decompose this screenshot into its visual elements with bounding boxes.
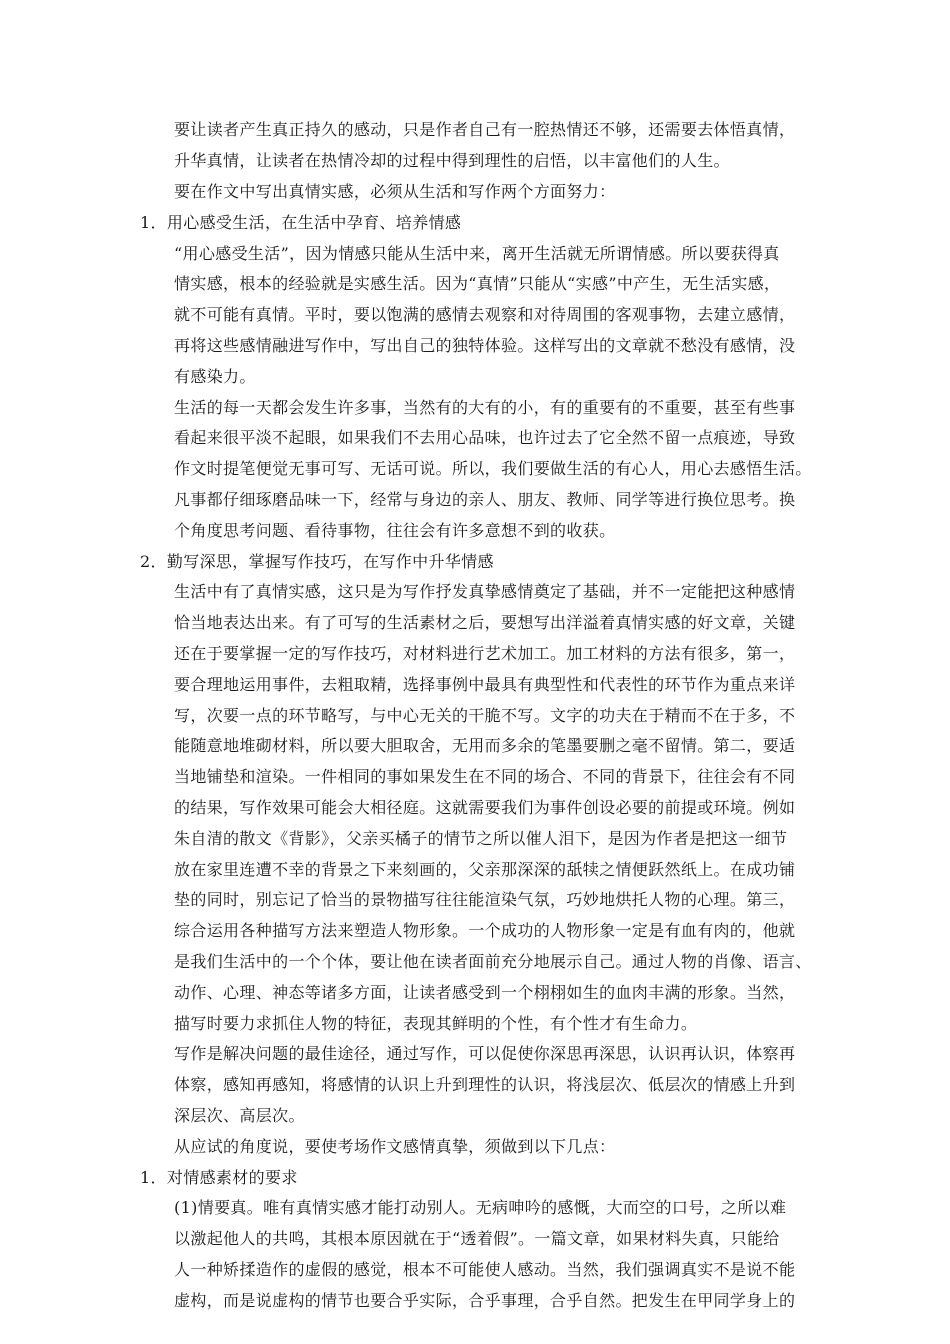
body-text-line: 人一种矫揉造作的虚假的感觉，根本不可能使人感动。当然，我们强调真实不是说不能 [174, 1260, 796, 1279]
body-text-line: 写，次要一点的环节略写，与中心无关的干脆不写。文字的功夫在于精而不在于多，不 [174, 706, 796, 725]
body-text-line: 恰当地表达出来。有了可写的生活素材之后，要想写出洋溢着真情实感的好文章，关键 [174, 613, 796, 632]
body-text-line: 是我们生活中的一个个体，要让他在读者面前充分地展示自己。通过人物的肖像、语言、 [174, 952, 812, 971]
body-text-line: 还在于要掌握一定的写作技巧，对材料进行艺术加工。加工材料的方法有很多，第一， [174, 644, 796, 663]
body-text-line: 要在作文中写出真情实感，必须从生活和写作两个方面努力： [174, 182, 616, 201]
body-text-line: 生活中有了真情实感，这只是为写作抒发真挚感情奠定了基础，并不一定能把这种感情 [174, 582, 796, 601]
body-text-line: “用心感受生活”，因为情感只能从生活中来，离开生活就无所谓情感。所以要获得真 [174, 244, 780, 263]
body-text-line: 描写时要力求抓住人物的特征，表现其鲜明的个性，有个性才有生命力。 [174, 1014, 698, 1033]
body-text-line: 写作是解决问题的最佳途径，通过写作，可以促使你深思再深思，认识再认识，体察再 [174, 1044, 796, 1063]
body-text-line: 要让读者产生真正持久的感动，只是作者自己有一腔热情还不够，还需要去体悟真情， [174, 120, 796, 139]
body-text-line: 再将这些感情融进写作中，写出自己的独特体验。这样写出的文章就不愁没有感情，没 [174, 336, 796, 355]
body-text-line: 垫的同时，别忘记了恰当的景物描写往往能渲染气氛，巧妙地烘托人物的心理。第三， [174, 890, 796, 909]
body-text-line: 升华真情，让读者在热情冷却的过程中得到理性的启悟，以丰富他们的人生。 [174, 151, 730, 170]
body-text-line: 作文时提笔便觉无事可写、无话可说。所以，我们要做生活的有心人，用心去感悟生活。 [174, 459, 812, 478]
body-text-line: 放在家里连遭不幸的背景之下来刻画的，父亲那深深的舐犊之情便跃然纸上。在成功铺 [174, 860, 796, 879]
body-text-line: 有感染力。 [174, 367, 256, 386]
body-text-line: 能随意地堆砌材料，所以要大胆取舍，无用而多余的笔墨要删之毫不留情。第二，要适 [174, 736, 796, 755]
body-text-line: 综合运用各种描写方法来塑造人物形象。一个成功的人物形象一定是有血有肉的，他就 [174, 921, 796, 940]
body-text-line: 体察，感知再感知，将感情的认识上升到理性的认识，将浅层次、低层次的情感上升到 [174, 1075, 796, 1094]
body-text-line: 动作、心理、神态等诸多方面，让读者感受到一个栩栩如生的血肉丰满的形象。当然， [174, 983, 796, 1002]
body-text-line: 个角度思考问题、看待事物，往往会有许多意想不到的收获。 [174, 521, 616, 540]
body-text-line: 生活的每一天都会发生许多事，当然有的大有的小，有的重要有的不重要，甚至有些事 [174, 398, 796, 417]
body-text-line: 从应试的角度说，要使考场作文感情真挚，须做到以下几点： [174, 1137, 616, 1156]
body-text-line: 深层次、高层次。 [174, 1106, 305, 1125]
body-text-line: 的结果，写作效果可能会大相径庭。这就需要我们为事件创设必要的前提或环境。例如 [174, 798, 796, 817]
body-text-line: (1)情要真。唯有真情实感才能打动别人。无病呻吟的感慨，大而空的口号，之所以难 [174, 1198, 787, 1217]
body-text-line: 虚构，而是说虚构的情节也要合乎实际，合乎事理，合乎自然。把发生在甲同学身上的 [174, 1291, 796, 1310]
body-text-line: 就不可能有真情。平时，要以饱满的感情去观察和对待周围的客观事物，去建立感情， [174, 305, 796, 324]
body-text-line: 看起来很平淡不起眼，如果我们不去用心品味，也许过去了它全然不留一点痕迹，导致 [174, 428, 796, 447]
section-heading: 1．对情感素材的要求 [140, 1168, 298, 1187]
section-heading: 2．勤写深思，掌握写作技巧，在写作中升华情感 [140, 552, 494, 571]
body-text-line: 当地铺垫和渲染。一件相同的事如果发生在不同的场合、不同的背景下，往往会有不同 [174, 767, 796, 786]
body-text-line: 情实感，根本的经验就是实感生活。因为“真情”只能从“实感”中产生，无生活实感， [174, 274, 781, 293]
body-text-line: 朱自清的散文《背影》，父亲买橘子的情节之所以催人泪下，是因为作者是把这一细节 [174, 829, 788, 848]
body-text-line: 要合理地运用事件，去粗取精，选择事例中最具有典型性和代表性的环节作为重点来详 [174, 675, 796, 694]
body-text-line: 凡事都仔细琢磨品味一下，经常与身边的亲人、朋友、教师、同学等进行换位思考。换 [174, 490, 796, 509]
section-heading: 1．用心感受生活，在生活中孕育、培养情感 [140, 213, 462, 232]
body-text-line: 以激起他人的共鸣，其根本原因就在于“透着假”。一篇文章，如果材料失真，只能给 [174, 1229, 780, 1248]
